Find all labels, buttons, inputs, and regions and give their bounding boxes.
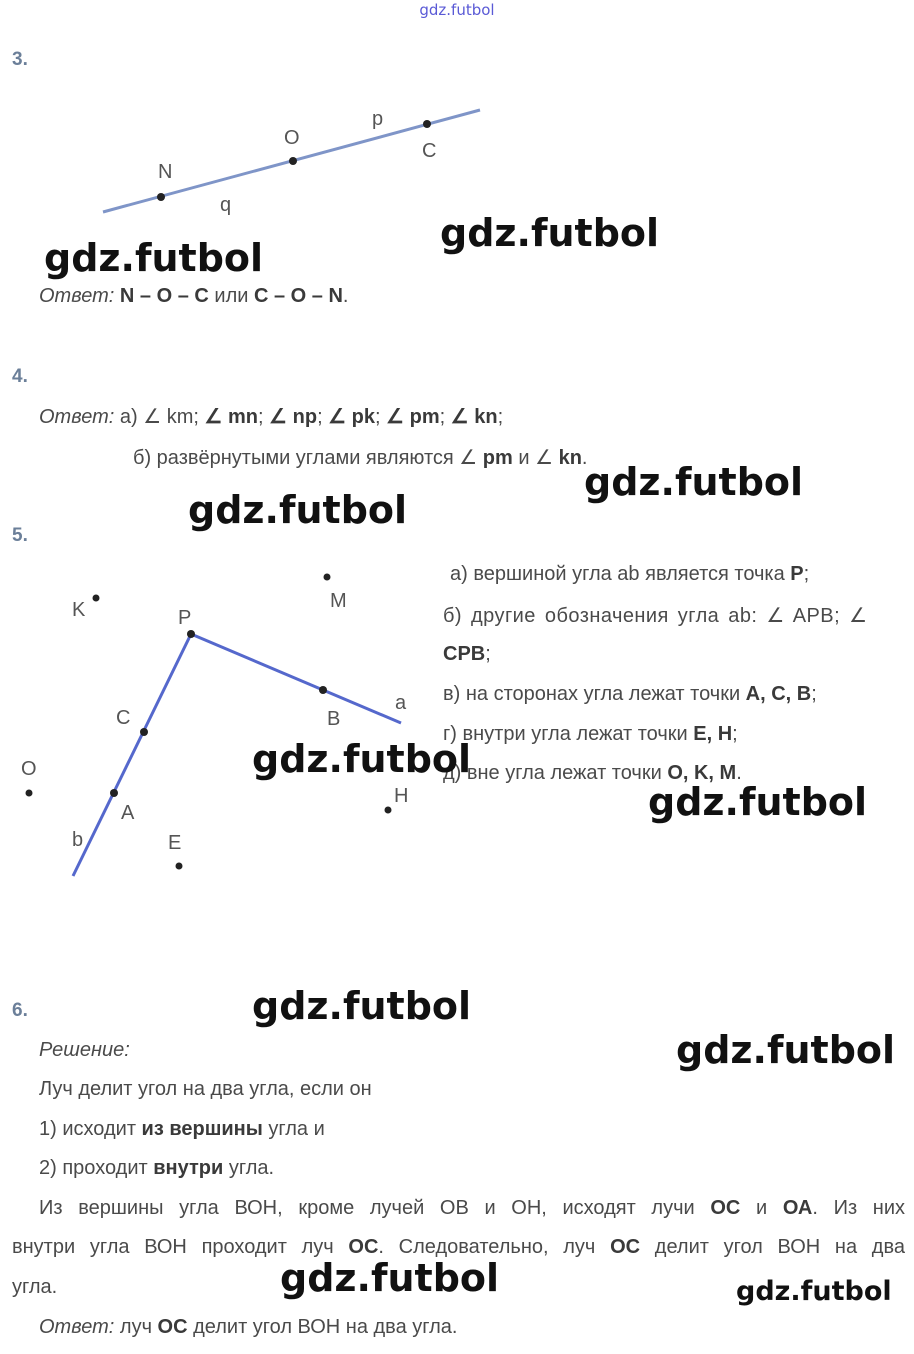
item-bold: CPB	[443, 643, 486, 665]
point-k	[93, 595, 100, 602]
paragraph-line-3: угла.	[12, 1276, 58, 1298]
item-end: ;	[811, 683, 817, 705]
para-text: делит угол ВОН на два	[640, 1236, 906, 1258]
task-6-answer	[39, 1316, 457, 1339]
label-o: O	[21, 758, 37, 780]
answer-sep: ;	[258, 406, 270, 428]
point-a	[110, 789, 118, 797]
item-bold: A, C, B	[745, 683, 812, 705]
point-c	[423, 120, 431, 128]
cond-text: угла.	[223, 1157, 275, 1179]
label-m: M	[330, 590, 347, 612]
label-c: C	[422, 140, 437, 162]
item-text: г) внутри угла лежат точки	[443, 723, 694, 745]
answer-label: Ответ:	[39, 1316, 115, 1338]
answer-part: б) развёрнутыми углами являются ∠	[133, 447, 483, 469]
task-4-answer-line-1	[39, 404, 503, 429]
task-4-answer-line-2	[133, 445, 587, 470]
answer-text: луч	[114, 1316, 158, 1338]
para-bold: ОС	[710, 1197, 741, 1219]
item-bold: E, H	[693, 723, 733, 745]
item-end: ;	[732, 723, 738, 745]
task-5-item-a	[450, 563, 809, 586]
condition-1	[39, 1118, 325, 1141]
watermark: gdz.futbol	[736, 1276, 892, 1307]
para-text: . Следовательно, луч	[378, 1236, 611, 1258]
item-bold: P	[790, 563, 804, 585]
answer-angle: pm	[482, 447, 513, 469]
para-text: Из вершины угла ВОН, кроме лучей ОВ и ОН, исходят лучи	[39, 1197, 711, 1219]
answer-angle: ∠ mn	[204, 406, 259, 428]
condition-2	[39, 1157, 274, 1180]
label-a-ray: a	[395, 692, 407, 714]
label-a: A	[121, 802, 135, 824]
answer-angle: ∠ kn	[450, 406, 498, 428]
watermark: gdz.futbol	[440, 211, 660, 255]
item-end: ;	[485, 643, 491, 665]
label-p: p	[372, 108, 384, 130]
para-bold: ОА	[782, 1197, 813, 1219]
task-5-item-b	[443, 603, 867, 628]
cond-bold: внутри	[153, 1157, 224, 1179]
point-o	[26, 790, 33, 797]
point-n	[157, 193, 165, 201]
answer-order-2: C – O – N	[253, 285, 343, 307]
label-k: K	[72, 599, 86, 621]
answer-angle: ∠ np	[269, 406, 318, 428]
watermark: gdz.futbol	[648, 780, 868, 824]
answer-end: .	[342, 285, 349, 307]
answer-part: и ∠	[512, 447, 559, 469]
answer-sep: ;	[375, 406, 387, 428]
point-p	[187, 630, 195, 638]
point-e	[176, 863, 183, 870]
cond-text: 2) проходит	[39, 1157, 154, 1179]
answer-sep: ;	[497, 406, 504, 428]
label-q: q	[220, 194, 232, 216]
point-b	[319, 686, 327, 694]
label-h: H	[394, 785, 409, 807]
solution-label: Решение:	[39, 1039, 130, 1061]
watermark: gdz.futbol	[252, 737, 472, 781]
watermark: gdz.futbol	[280, 1256, 500, 1300]
answer-part: а) ∠ km;	[119, 406, 205, 428]
item-end: .	[736, 762, 742, 784]
label-c: C	[116, 707, 131, 729]
answer-end: .	[581, 447, 588, 469]
task-5-item-d	[443, 723, 738, 746]
task-5-figure	[0, 560, 440, 890]
answer-sep: ;	[439, 406, 451, 428]
answer-sep: ;	[317, 406, 329, 428]
answer-angle: ∠ pk	[328, 406, 376, 428]
item-text: а) вершиной угла ab является точка	[450, 563, 791, 585]
watermark: gdz.futbol	[44, 236, 264, 280]
para-text: . Из них	[812, 1197, 905, 1219]
watermark: gdz.futbol	[584, 460, 804, 504]
site-header[interactable]: gdz.futbol	[419, 1, 495, 19]
label-b-ray: b	[72, 829, 84, 851]
watermark: gdz.futbol	[188, 488, 408, 532]
answer-angle: kn	[558, 447, 582, 469]
label-p: P	[178, 607, 192, 629]
cond-text: 1) исходит	[39, 1118, 142, 1140]
para-text: внутри угла ВОН проходит луч	[12, 1236, 349, 1258]
para-bold: ОС	[610, 1236, 641, 1258]
task-6-number: 6.	[12, 1000, 28, 1021]
paragraph-line-1	[39, 1197, 905, 1220]
label-n: N	[158, 161, 173, 183]
item-text: в) на сторонах угла лежат точки	[443, 683, 746, 705]
task-3-number: 3.	[12, 49, 28, 70]
point-h	[385, 807, 392, 814]
item-text: д) вне угла лежат точки	[443, 762, 668, 784]
cond-bold: из вершины	[141, 1118, 263, 1140]
answer-text: делит угол ВОН на два угла.	[187, 1316, 458, 1338]
task-3-figure	[0, 90, 520, 230]
label-o: O	[284, 127, 300, 149]
answer-label: Ответ:	[39, 285, 115, 307]
answer-label: Ответ:	[39, 406, 115, 428]
rule-text: Луч делит угол на два угла, если он	[39, 1078, 372, 1100]
answer-angle: ∠ pm	[386, 406, 440, 428]
answer-bold: ОС	[157, 1316, 188, 1338]
item-bold: O, K, M	[667, 762, 737, 784]
ray-a	[191, 634, 401, 723]
label-b: B	[327, 708, 341, 730]
watermark: gdz.futbol	[252, 984, 472, 1028]
point-c	[140, 728, 148, 736]
task-3-answer	[39, 285, 348, 308]
item-end: ;	[803, 563, 810, 585]
point-o	[289, 157, 297, 165]
task-5-number: 5.	[12, 525, 28, 546]
para-text: и	[740, 1197, 783, 1219]
para-bold: ОС	[348, 1236, 379, 1258]
cond-text: угла и	[262, 1118, 325, 1140]
point-m	[324, 574, 331, 581]
answer-or: или	[214, 285, 249, 307]
task-5-item-b-cont	[443, 643, 491, 666]
task-5-item-c	[443, 683, 817, 706]
watermark: gdz.futbol	[676, 1028, 896, 1072]
label-e: E	[168, 832, 182, 854]
answer-order-1: N – O – C	[119, 285, 209, 307]
task-4-number: 4.	[12, 366, 28, 387]
item-text: б) другие обозначения угла ab: ∠ APB; ∠	[443, 605, 868, 627]
